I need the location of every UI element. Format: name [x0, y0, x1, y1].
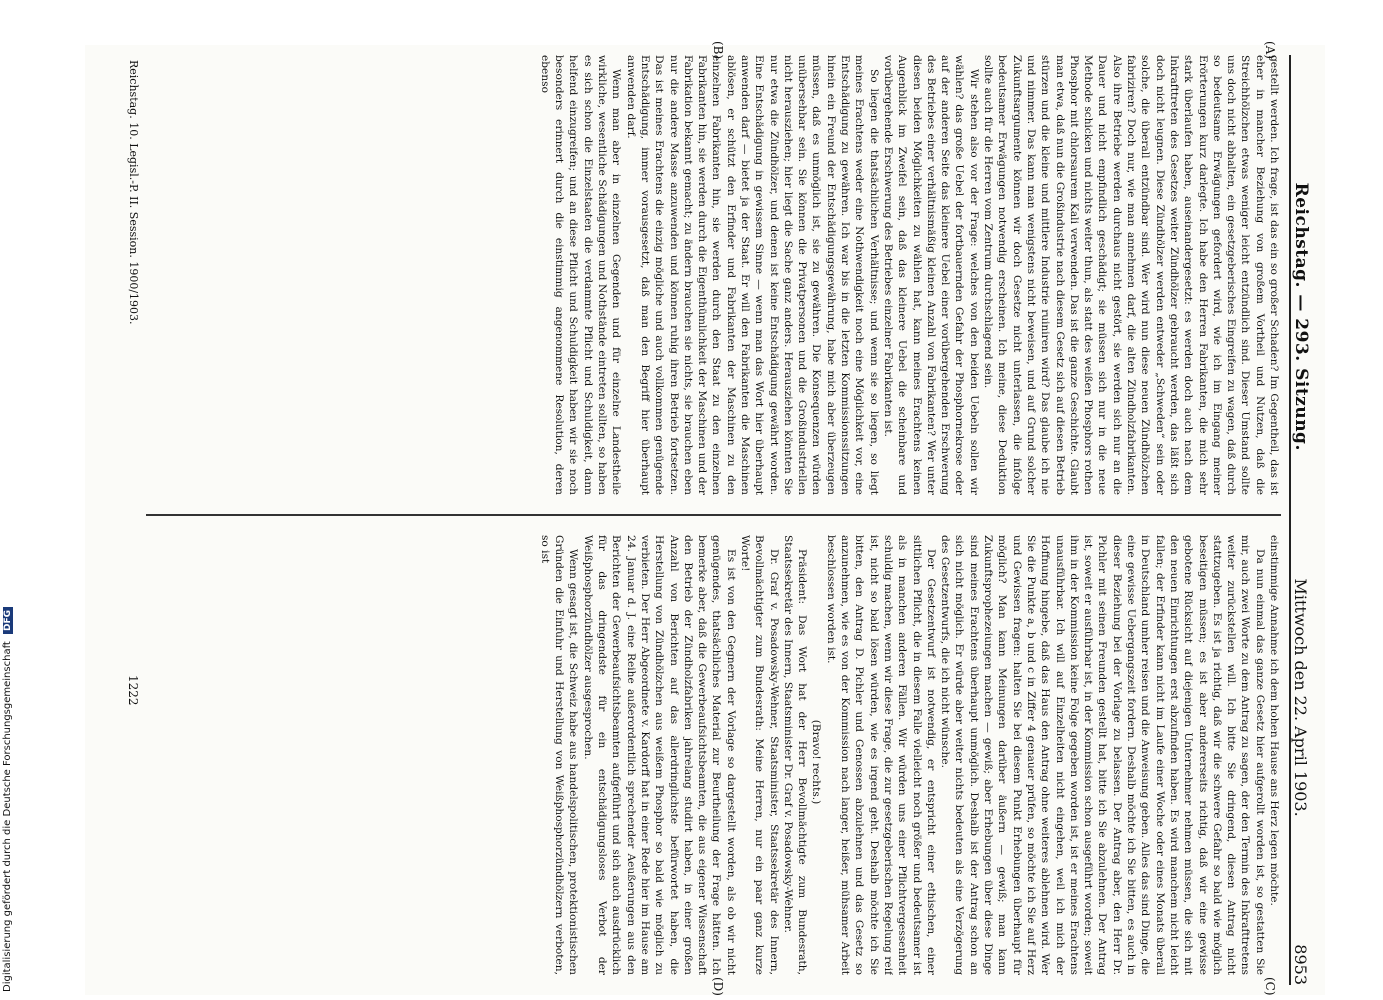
footer-page-number: 1222	[126, 675, 140, 706]
marker-b: (B)	[711, 41, 725, 60]
paragraph: einstimmige Annahme ich dem hohen Hause ans Herz legen möchte.	[1268, 535, 1280, 906]
dfg-credit-strip	[2, 609, 18, 992]
applause-note: (Bravo! rechts.)	[810, 719, 823, 805]
page-header	[1289, 55, 1317, 985]
footer-session: Reichstag. 10. Legisl.-P. II. Session. 1900/1903.	[127, 60, 140, 325]
marker-a: (A)	[1263, 41, 1277, 60]
paragraph: Wenn man aber in einzelnen Gegenden und für einzelne Landestheile wirkliche, wesentliche Schädigungen und Nothstände eintreten sollten, so haben es sich schon die Einzelstaaten die verdammte Pflicht und Schuldigkeit, dann helfend einzugreifen; und an diese Pflicht und Schuldigkeit haben wir sie noch besonders erinnert durch die einstimmig angenommene Resolution, deren ebenso	[538, 55, 623, 495]
paragraph: gestellt werden. Ich frage, ist das ein so großer Schaden? Im Gegentheil, das ist eher in mancher Beziehung von großem Vortheil und Nutzen, daß die Streichhölzchen etwas weniger leicht entzündlich sind. Dieser Umstand sollte uns doch nicht abhalten, ein gesetzgeberisches Eingreifen zu wagen, daß durch so bedeutsame Erwägungen gefordert wird, wie ich im Eingang meiner Erörterungen kurz darlegte. Ich habe den Herren Fabrikanten, die mich sehr stark überlaufen haben, auseinandergesetzt: es werden doch auch nach dem Inkrafttreten des Gesetzes weiter Zündhölzer gebraucht werden, das läßt sich doch nicht leugnen. Diese Zündhölzer werden entweder „Schweden“ sein oder solche, die überall entzündbar sind. Wer wird nun diese neuen Zündhölzchen fabriziren? Doch nur, wie man annehmen darf, die alten Zündholzfabrikanten. Also ihre Betriebe werden durchaus nicht gestört, sie werden sich nur an die Dauer und nicht empfindlich geschädigt; sie müssen sich nur in die neue Methode schicken und nichts weiter thun, als statt des weißen Phosphors rothen Phosphor mit chlorsaurem Kali verwenden. Das ist die ganze Geschichte. Glaubt man etwa, daß nun die Großindustrie nach diesem Gesetz sich auf diesen Betrieb stürzen und die kleine und mittlere Industrie ruiniren wird? Das glaube ich nie und nimmer. Das kann man wenigstens nicht beweisen, und auf Grund solcher Zukunftsargumente können wir doch Gesetze nicht unterlassen, die infolge bedeutsamer Erwägungen notwendig erscheinen. Ich meine, diese Deduktion sollte auch für die Herren vom Zentrum durchschlagend sein.	[982, 55, 1280, 495]
paragraph: Dr. Graf v. Posadowsky-Wehner, Staatsminister, Staatssekretär des Innern, Bevollmächtigter zum Bundesrath: Meine Herren, nur ein paar ganz kurze Worte!	[739, 535, 780, 975]
column-divider	[146, 514, 1281, 516]
newspaper-page	[85, 41, 1325, 996]
page-number: 8953	[1291, 944, 1310, 985]
paragraph: Da nun einmal das ganze Gesetz hier aufgerollt worden ist, so gestatten Sie mir, auch zwei Worte zu dem Antrag zu sagen, der den Termin des Inkrafttretens weiter zurückstellen will. Ich bitte Sie dringend, diesen Antrag nicht stattzugeben. Es ist ja richtig, daß wir die schwere Gefahr so bald wie möglich beseitigen müssen; es ist aber andererseits richtig, daß wir eine gewisse gebotene Rücksicht auf diejenigen Unternehmer nehmen müssen, die sich mit den neuen Einrichtungen erst abzufinden haben. Es wird manchem nicht leicht fallen; der Erfinder kann nicht im Laufe einer Woche oder eines Monats überall in Deutschland umher reisen und die Anweisung geben. Alles das sind Dinge, die eine gewisse Uebergangszeit fordern. Deshalb möchte ich Sie bitten, es auch in dieser Beziehung bei der Vorlage zu belassen. Der Antrag aber, den Herr Dr. Pichler mit seinen Freunden gestellt hat, bitte ich Sie abzulehnen. Der Antrag ist, soweit er ausführbar ist, in der Kommission schon ausgeführt worden; soweit ihm in der Kommission keine Folge gegeben worden ist, ist er meines Erachtens unausführbar. Ich will auf Einzelheiten nicht eingehen, weil ich mich der Hoffnung hingebe, daß das Haus den Antrag ohne weiteres ablehnen wird. Wer Sie die Punkte a, b und c in Ziffer 4 genauer prüfen, so möchte ich Sie auf Herz und Gewissen fragen: halten Sie bei diesem Punkt Erhebungen überhaupt für möglich? Man kann Meinungen darüber äußern — gewiß; man kann Zukunftsprophezeiungen machen — gewiß; aber Erhebungen über diese Dinge sind meines Erachtens überhaupt unmöglich. Deshalb ist der Antrag schon an sich nicht möglich. Er würde aber weiter nichts bedeuten als eine Verzögerung des Gesetzentwurfs, die ich nicht wünsche.	[939, 535, 1266, 975]
paragraph: Präsident: Das Wort hat der Herr Bevollmächtigte zum Bundesrath, Staatssekretär des Innern, Staatsminister Dr. Graf v. Posadowsky-Wehner.	[781, 535, 809, 975]
paragraph: Es ist von den Gegnern der Vorlage so dargestellt worden, als ob wir nicht genügendes, thatsächliches Material zur Beurtheilung der Frage hätten. Ich bemerke aber, daß die Gewerbeaufsichtsbeamten, die aus eigener Wissenschaft den Betrieb der Zündholzfabriken jahrelang studirt haben, in einer großen Anzahl von Berichten auf das allerdringlichste befürwortet haben, die Herstellung von Zündhölzchen aus weißem Phosphor so bald wie möglich zu verbieten. Der Herr Abgeordnete v. Kardorff hat in einer Rede hier im Hause am 24. Januar d. J. eine Reihe außerordentlich sprechender Aeußerungen aus den Berichten der Gewerbeaufsichtsbeamten aufgeführt und sich auch ausdrücklich für das dringendste für ein entschädigungsloses Verbot der Weißphosphorzündhölzer ausgesprochen.	[581, 535, 737, 975]
marker-c: (C)	[1263, 977, 1277, 996]
header-date: Mittwoch den 22. April 1903.	[1291, 578, 1310, 817]
header-title: Reichstag. — 293. Sitzung.	[1291, 182, 1311, 451]
dfg-logo: DFG	[3, 607, 13, 634]
marker-d: (D)	[711, 977, 725, 996]
paragraph: Wir stehen also vor der Frage: welches von den beiden Uebeln sollen wir wählen? das große Uebel der fortbauernden Gefahr der Phosphornekrose oder auf der anderen Seite das kleinere Uebel einer vorübergehenden Erschwerung des Betriebes einer verhältnismäßig kleinen Anzahl von Fabrikanten? Wer unter diesen beiden Möglichkeiten zu wählen hat, kann meines Erachtens keinen Augenblick im Zweifel sein, daß das kleinere Uebel die scheinbare und vorübergehende Erschwerung des Betriebes einzelner Fabrikanten ist.	[881, 55, 980, 495]
dfg-credit-text: Digitalisierung gefördert durch die Deutsche Forschungsgemeinschaft	[2, 641, 13, 992]
paragraph: Der Gesetzentwurf ist notwendig, er entspricht einer ethischen, einer sittlichen Pflicht, die in diesem Falle vielleicht noch größer und bedeutsamer ist als in manchen anderen Fällen. Wir würden uns einer Pflichtvergessenheit schuldig machen, wenn wir diese Frage, die zur gesetzgeberischen Regelung reif ist, nicht so bald lösen würden, wie es irgend geht. Deshalb möchte ich Sie bitten, den Antrag D. Pichler und Genossen abzulehnen und das Gesetz so anzunehmen, wie es von der Kommission nach langer, heißer, mühsamer Arbeit beschlossen worden ist.	[824, 535, 937, 975]
paragraph: So liegen die thatsächlichen Verhältnisse; und wenn sie so liegen, so liegt meines Erachtens weder eine Nothwendigkeit noch eine Möglichkeit vor, eine Entschädigung zu gewähren. Ich war bis in die letzten Kommissionssitzungen hinein ein Freund der Entschädigungsgewährung, habe mich aber überzeugen müssen, daß es unmöglich ist, sie zu gewähren. Die Konsequenzen würden unübersehbar sein. Sie können die Privatpersonen und die Großindustriellen nicht herausziehen; hier liegt die Sache ganz anders. Herausziehen könnten Sie nur etwa die Zündhölzer, und denen ist keine Entschädigung gewährt worden. Eine Entschädigung in gewissem Sinne — wenn man das Wort hier überhaupt anwenden darf — bietet ja der Staat. Er will den Fabrikanten die Maschinen ablösen, er schützt den Erfinder und Fabrikanten der Maschinen zu den einzelnen Fabrikanten hin, sie werden durch den Staat zu den einzelnen Fabrikanten hin, sie werden durch die Eigenthümlichkeit der Maschinen und der Fabrikation bekannt gemacht; zu ändern brauchen sie nichts, sie brauchen eben nur die andere Masse anzuwenden und können ruhig ihren Betrieb fortsetzen. Das ist meines Erachtens die einzig mögliche und auch vollkommen genügende Entschädigung, immer vorausgesetzt, daß man den Begriff hier überhaupt anwenden darf.	[624, 55, 880, 495]
left-column	[151, 55, 1281, 495]
right-column	[151, 535, 1281, 975]
paragraph: Wenn gesagt ist, die Schweiz habe aus handelspolitischen, protektionistischen Gründen die Einfuhr und Herstellung von Weißphosphorzündhölzern verboten, so ist	[538, 535, 580, 975]
